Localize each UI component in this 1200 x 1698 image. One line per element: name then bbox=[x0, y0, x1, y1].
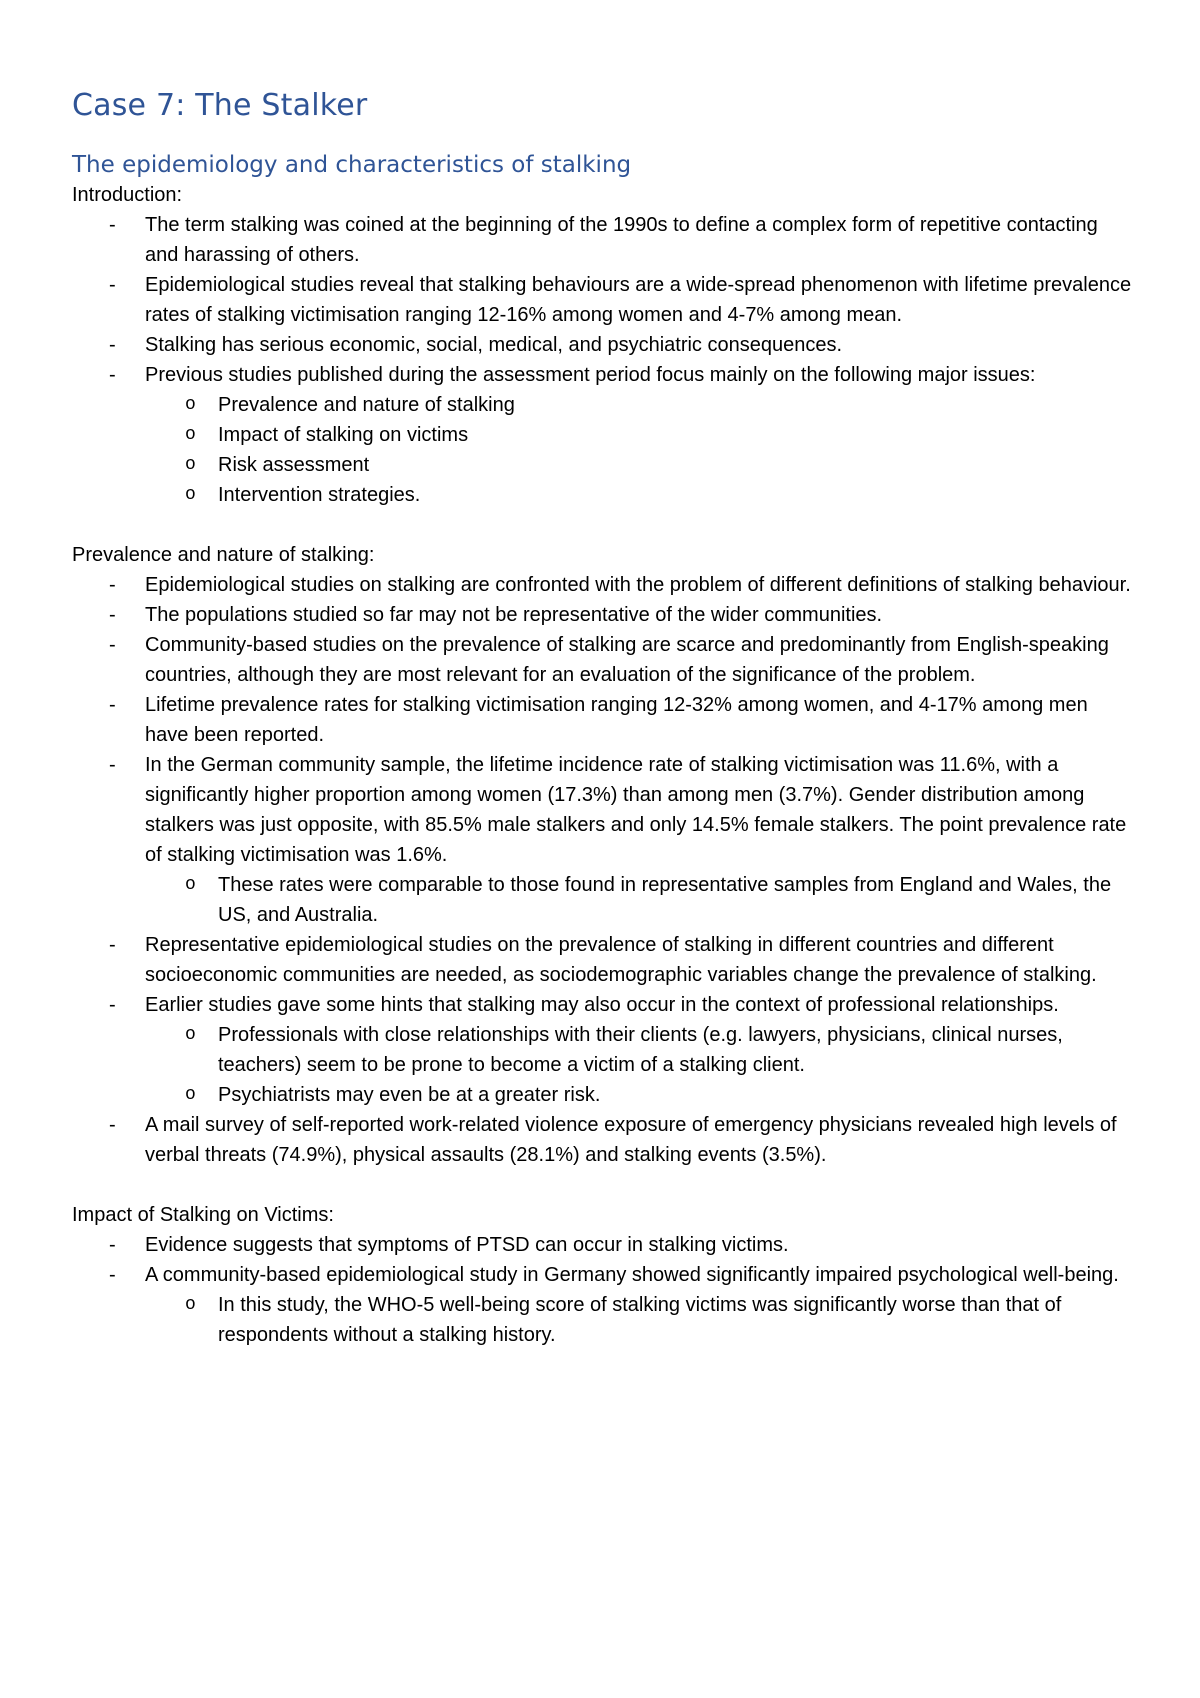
sub-list-item-text: These rates were comparable to those found in representative samples from England and Wales, the US, and Australia. bbox=[218, 873, 1112, 926]
circle-marker: o bbox=[185, 454, 196, 475]
sub-list-item-text: Intervention strategies. bbox=[218, 483, 421, 506]
sub-list-item bbox=[72, 1290, 1132, 1350]
list-item bbox=[72, 630, 1132, 690]
list-item-text: Previous studies published during the assessment period focus mainly on the following major issues: bbox=[145, 363, 1036, 386]
section-introduction bbox=[72, 180, 1132, 510]
circle-marker: o bbox=[185, 1084, 196, 1105]
circle-marker: o bbox=[185, 1294, 196, 1315]
list-item bbox=[72, 750, 1132, 870]
sub-list-item-text: Risk assessment bbox=[218, 453, 370, 476]
sub-list-item-text: Psychiatrists may even be at a greater risk. bbox=[218, 1083, 601, 1106]
dash-marker: - bbox=[109, 753, 116, 776]
dash-marker: - bbox=[109, 573, 116, 596]
bullet-list bbox=[72, 1230, 1132, 1350]
page-subtitle: The epidemiology and characteristics of stalking bbox=[72, 152, 632, 178]
list-item-text: The term stalking was coined at the beginning of the 1990s to define a complex form of repetitive contacting and harassing of others. bbox=[145, 213, 1098, 266]
dash-marker: - bbox=[109, 1113, 116, 1136]
sub-list-item bbox=[72, 1080, 1132, 1110]
list-item-text: Evidence suggests that symptoms of PTSD can occur in stalking victims. bbox=[145, 1233, 789, 1256]
list-item-text: Epidemiological studies on stalking are confronted with the problem of different definitions of stalking behaviour. bbox=[145, 573, 1131, 596]
list-item bbox=[72, 930, 1132, 990]
section-heading: Impact of Stalking on Victims: bbox=[72, 1203, 334, 1226]
section-heading: Introduction: bbox=[72, 183, 183, 206]
dash-marker: - bbox=[109, 603, 116, 626]
circle-marker: o bbox=[185, 424, 196, 445]
dash-marker: - bbox=[109, 273, 116, 296]
sub-list-item-text: Impact of stalking on victims bbox=[218, 423, 469, 446]
sub-list-item bbox=[72, 450, 1132, 480]
list-item bbox=[72, 1260, 1132, 1290]
list-item-text: In the German community sample, the lifetime incidence rate of stalking victimisation was 11.6%, with a significantly higher proportion among women (17.3%) than among men (3.7%). Gender distribution among stalkers was just opposite, with 85.5% male stalkers and only 14.5% female stalkers. The point prevalence rate of stalking victimisation was 1.6%. bbox=[145, 753, 1127, 866]
dash-marker: - bbox=[109, 333, 116, 356]
list-item bbox=[72, 600, 1132, 630]
dash-marker: - bbox=[109, 933, 116, 956]
list-item-text: A community-based epidemiological study in Germany showed significantly impaired psychological well-being. bbox=[145, 1263, 1119, 1286]
list-item bbox=[72, 270, 1132, 330]
list-item-text: Stalking has serious economic, social, medical, and psychiatric consequences. bbox=[145, 333, 843, 356]
dash-marker: - bbox=[109, 633, 116, 656]
list-item bbox=[72, 690, 1132, 750]
list-item-text: Lifetime prevalence rates for stalking victimisation ranging 12-32% among women, and 4-17% among men have been reported. bbox=[145, 693, 1088, 746]
list-item bbox=[72, 360, 1132, 390]
section-impact bbox=[72, 1200, 1132, 1350]
circle-marker: o bbox=[185, 1024, 196, 1045]
list-item bbox=[72, 210, 1132, 270]
sub-list-item-text: In this study, the WHO-5 well-being score of stalking victims was significantly worse than that of respondents without a stalking history. bbox=[218, 1293, 1062, 1346]
list-item bbox=[72, 990, 1132, 1020]
dash-marker: - bbox=[109, 993, 116, 1016]
sub-list-item-text: Professionals with close relationships with their clients (e.g. lawyers, physicians, clinical nurses, teachers) seem to be prone to become a victim of a stalking client. bbox=[218, 1023, 1063, 1076]
list-item-text: Community-based studies on the prevalence of stalking are scarce and predominantly from English-speaking countries, although they are most relevant for an evaluation of the significance of the problem. bbox=[145, 633, 1109, 686]
list-item bbox=[72, 570, 1132, 600]
list-item bbox=[72, 1230, 1132, 1260]
circle-marker: o bbox=[185, 484, 196, 505]
list-item-text: Epidemiological studies reveal that stalking behaviours are a wide-spread phenomenon with lifetime prevalence rates of stalking victimisation ranging 12-16% among women and 4-7% among mean. bbox=[145, 273, 1132, 326]
dash-marker: - bbox=[109, 693, 116, 716]
list-item bbox=[72, 1110, 1132, 1170]
sub-list-item bbox=[72, 870, 1132, 930]
circle-marker: o bbox=[185, 874, 196, 895]
sub-list-item bbox=[72, 480, 1132, 510]
page-title: Case 7: The Stalker bbox=[72, 88, 368, 123]
document-page bbox=[72, 88, 1132, 1350]
bullet-list bbox=[72, 210, 1132, 510]
list-item bbox=[72, 330, 1132, 360]
list-item-text: Earlier studies gave some hints that stalking may also occur in the context of professional relationships. bbox=[145, 993, 1059, 1016]
dash-marker: - bbox=[109, 1263, 116, 1286]
section-prevalence bbox=[72, 540, 1132, 1170]
dash-marker: - bbox=[109, 1233, 116, 1256]
bullet-list bbox=[72, 570, 1132, 1170]
dash-marker: - bbox=[109, 363, 116, 386]
sub-list-item bbox=[72, 420, 1132, 450]
sub-list-item bbox=[72, 1020, 1132, 1080]
list-item-text: A mail survey of self-reported work-related violence exposure of emergency physicians revealed high levels of verbal threats (74.9%), physical assaults (28.1%) and stalking events (3.5%). bbox=[145, 1113, 1117, 1166]
sub-list-item-text: Prevalence and nature of stalking bbox=[218, 393, 515, 416]
list-item-text: The populations studied so far may not be representative of the wider communities. bbox=[145, 603, 883, 626]
dash-marker: - bbox=[109, 213, 116, 236]
list-item-text: Representative epidemiological studies on the prevalence of stalking in different countries and different socioeconomic communities are needed, as sociodemographic variables change the prevalence of stalking. bbox=[145, 933, 1097, 986]
circle-marker: o bbox=[185, 394, 196, 415]
sub-list-item bbox=[72, 390, 1132, 420]
section-heading: Prevalence and nature of stalking: bbox=[72, 543, 375, 566]
